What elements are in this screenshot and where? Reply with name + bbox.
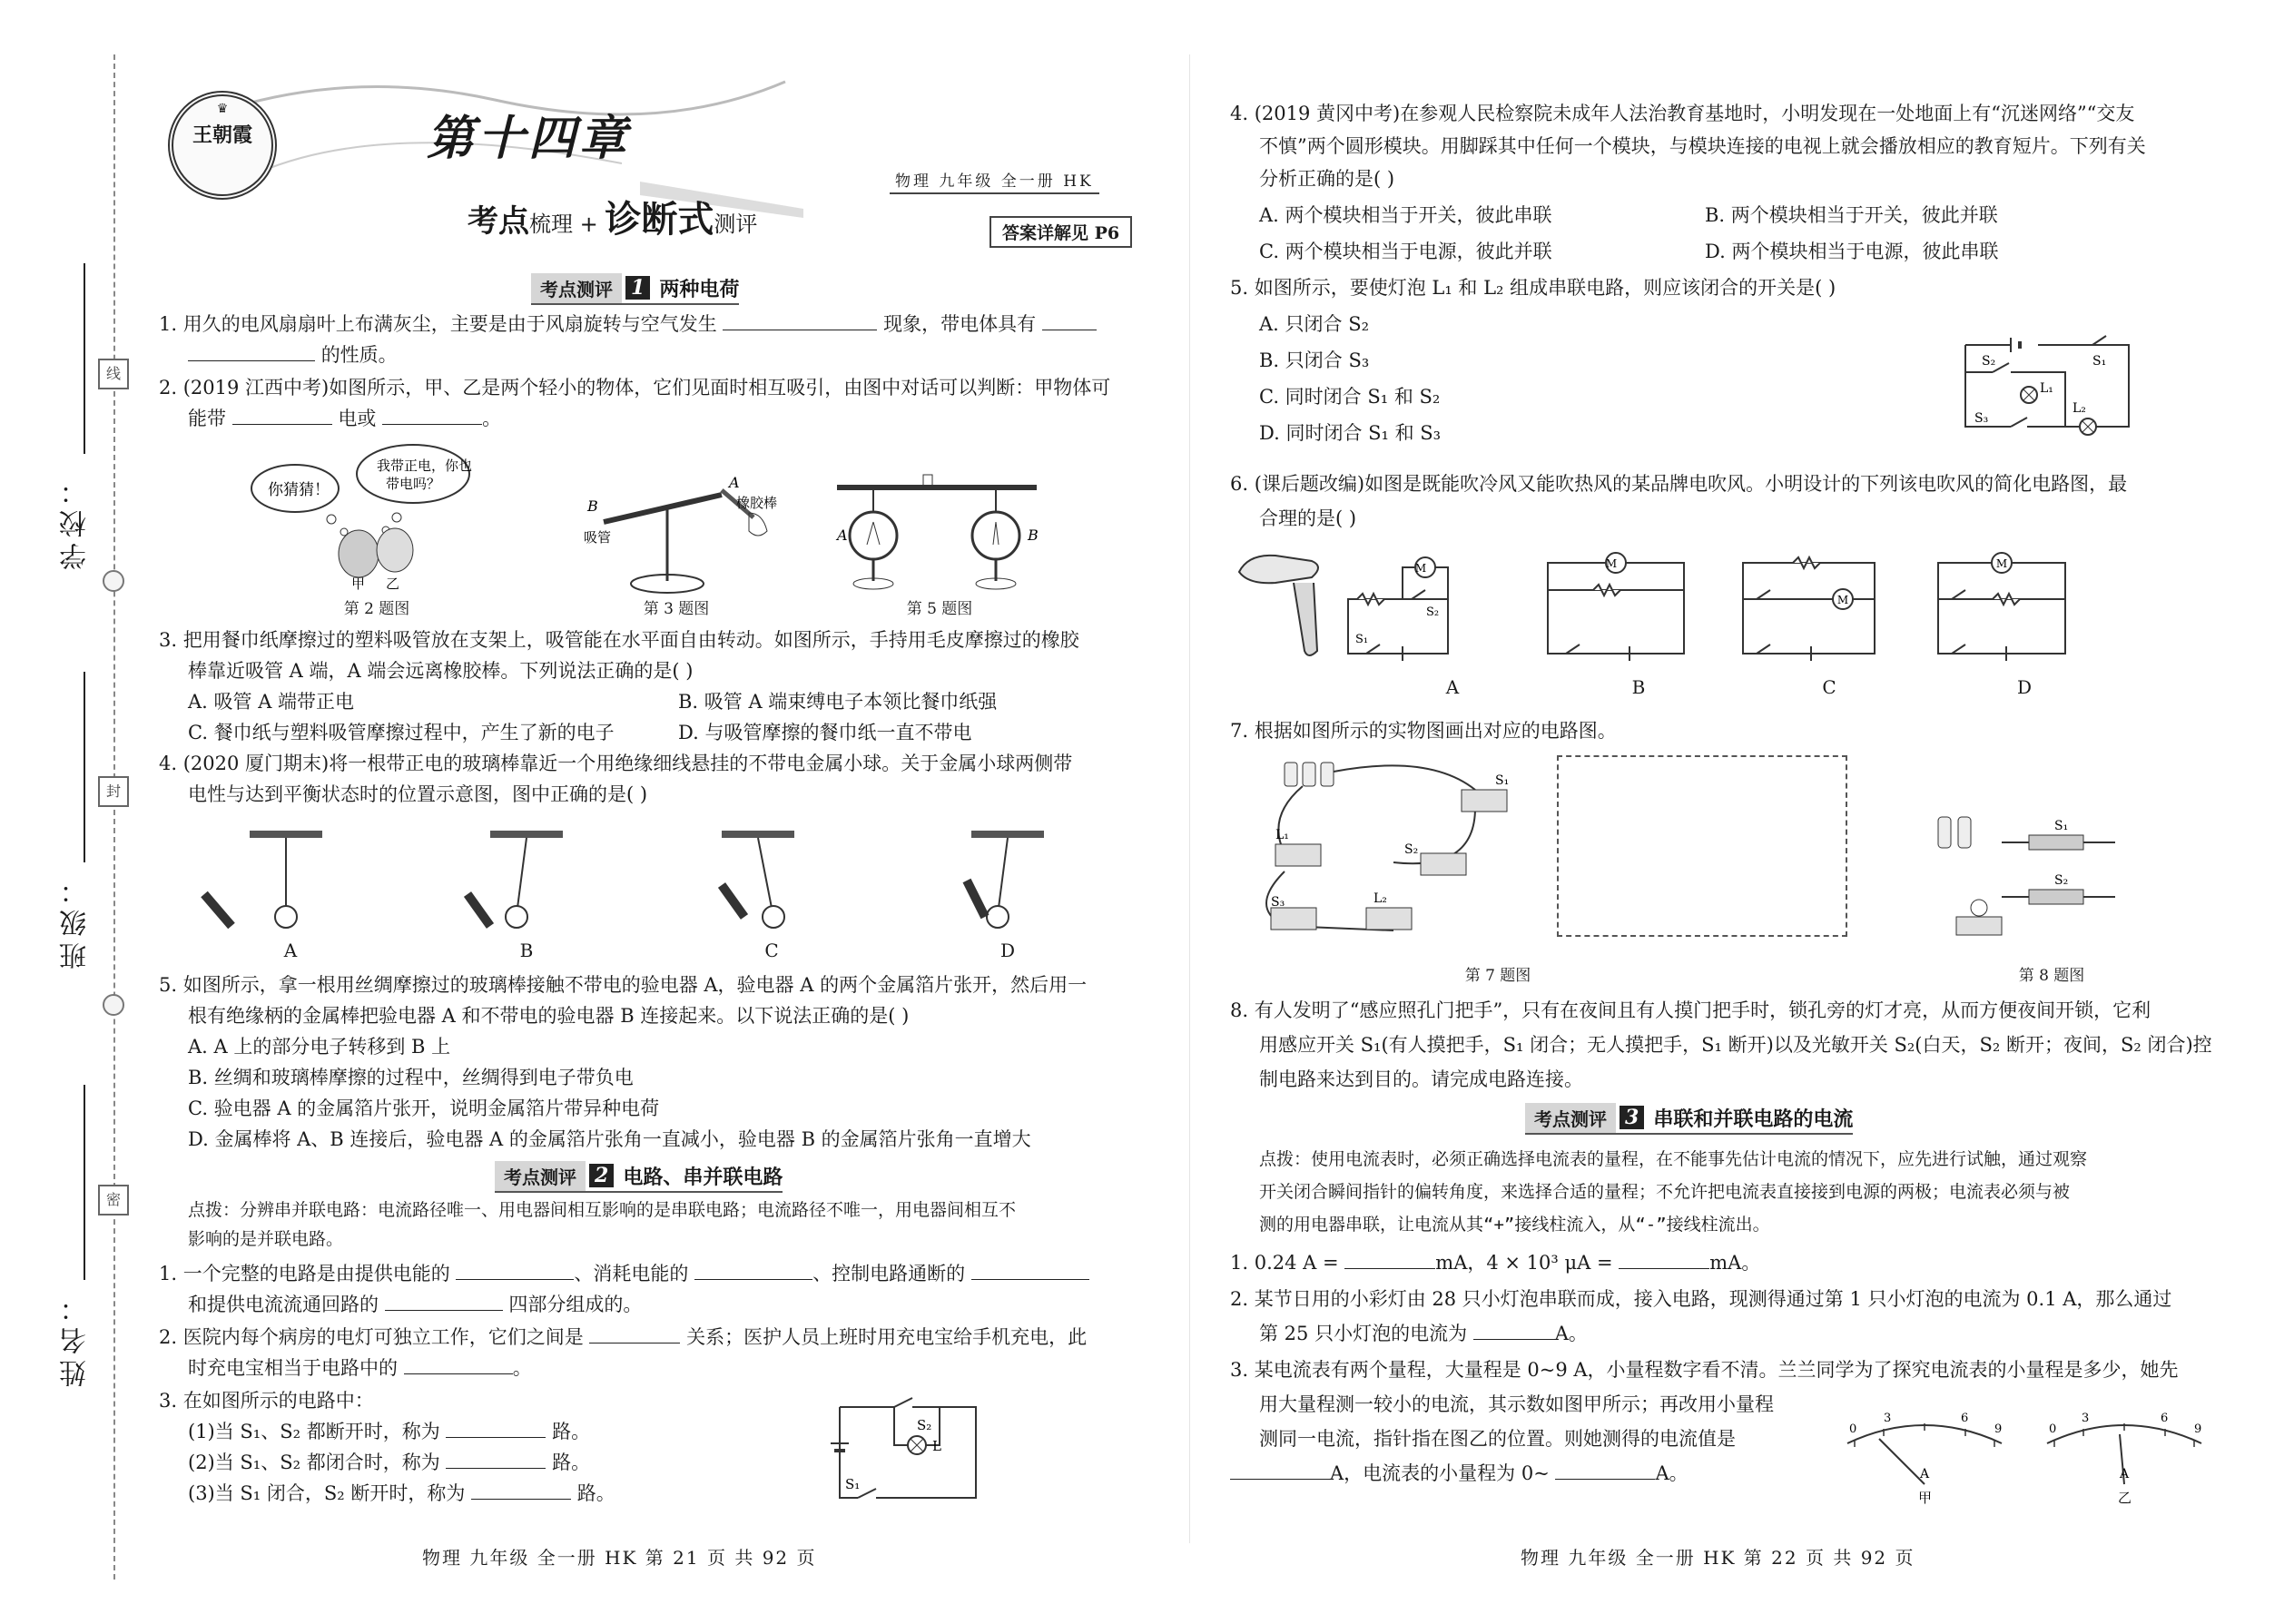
r-q4-line3: 分析正确的是( ) [1259, 168, 1395, 190]
q5-option-b[interactable]: B. 丝绸和玻璃棒摩擦的过程中，丝绸得到电子带负电 [188, 1067, 634, 1088]
s2-q3-part1: (1)当 S₁、S₂ 都断开时，称为 路。 [159, 1418, 590, 1445]
fig2-label-yi: 乙 [386, 576, 400, 592]
r-q4-option-c[interactable]: C. 两个模块相当于电源，彼此并联 [1259, 241, 1552, 262]
s3-q3-line2: 用大量程测一较小的电流，其示数如图甲所示；再改用小量程 [1259, 1393, 1774, 1415]
s3-q3-line4: A，电流表的小量程为 0~ A。 [1230, 1460, 1689, 1487]
q5-option-c[interactable]: C. 验电器 A 的金属箔片张开，说明金属箔片带异种电荷 [188, 1097, 660, 1119]
q1-line2: 的性质。 [159, 341, 398, 369]
ammeter-dials [1838, 1398, 2229, 1507]
r-q5-option-d[interactable]: D. 同时闭合 S₁ 和 S₃ [1259, 422, 1442, 444]
s2-q2-line2: 时充电宝相当于电路中的 。 [159, 1354, 532, 1382]
dial-yi-0: 0 [2049, 1422, 2057, 1436]
punch-hole [103, 994, 124, 1016]
fig3-label-rod: 橡胶棒 [736, 495, 778, 511]
q5-option-d[interactable]: D. 金属棒将 A、B 连接后，验电器 A 的金属箔片张角一直减小，验电器 B 的金属箔片张角一直增大 [188, 1128, 1031, 1150]
fig2-bubble-text-2a: 我带正电，你也 [377, 458, 473, 474]
page-divider [1189, 54, 1190, 1543]
figure-2-caption: 第 2 题图 [343, 600, 410, 618]
q6-label-a[interactable]: A [1445, 676, 1460, 698]
right-page-footer: 物理 九年级 全一册 HK 第 22 页 共 92 页 [1521, 1547, 1915, 1569]
q6-a-s2-label: S₂ [1426, 605, 1440, 619]
r-q6-figures [1230, 545, 2247, 681]
fig2-bubble-text-2b: 带电吗？ [386, 476, 441, 492]
r-q4-line2: 不慎”两个圆形模块。用脚踩其中任何一个模块，与模块连接的电视上就会播放相应的教育短片。下列有关 [1259, 135, 2146, 157]
q5-option-a[interactable]: A. A 上的部分电子转移到 B 上 [188, 1036, 451, 1058]
q7-label-l1: L₁ [1275, 828, 1289, 842]
seal-tag-line: 线 [98, 359, 129, 389]
s2-q2-blank-2[interactable] [404, 1354, 513, 1374]
s3-q3-blank-1[interactable] [1230, 1460, 1330, 1480]
name-label: 姓名： [60, 1289, 92, 1387]
r-q7-stem: 7. 根据如图所示的实物图画出对应的电路图。 [1230, 720, 1617, 742]
binding-sidebar [0, 0, 136, 1624]
r-q4-line1: 4. (2019 黄冈中考)在参观人民检察院未成年人法治教育基地时，小明发现在一处地面上有“沉迷网络”“交友 [1230, 103, 2135, 124]
q3-line2: 棒靠近吸管 A 端，A 端会远离橡胶棒。下列说法正确的是( ) [188, 660, 694, 682]
s3-q3-blank-2[interactable] [1555, 1460, 1655, 1480]
answer-reference: 答案详解见 P6 [989, 216, 1132, 248]
q6-label-d[interactable]: D [2016, 676, 2033, 698]
r-q5-circuit [1956, 327, 2138, 445]
s2-q3-part2: (2)当 S₁、S₂ 都闭合时，称为 路。 [159, 1449, 590, 1476]
class-label: 班级： [60, 871, 92, 969]
figure-3-caption: 第 3 题图 [643, 600, 710, 618]
left-page [150, 0, 1162, 1624]
q3-option-b[interactable]: B. 吸管 A 端束缚电子本领比餐巾纸强 [678, 691, 998, 713]
r-q5-option-b[interactable]: B. 只闭合 S₃ [1259, 349, 1370, 371]
q6-b-motor-label: M [1605, 557, 1618, 570]
q3-option-d[interactable]: D. 与吸管摩擦的餐巾纸一直不带电 [678, 722, 972, 743]
s2-q3-part3: (3)当 S₁ 闭合，S₂ 断开时，称为 路。 [159, 1480, 615, 1507]
q4-label-a[interactable]: A [283, 940, 298, 961]
dial-jia-9: 9 [1994, 1422, 2003, 1436]
q4-option-b-figure [468, 831, 563, 928]
r-q6-line2: 合理的是( ) [1259, 507, 1357, 529]
q5-line1: 5. 如图所示，拿一根用丝绸摩擦过的玻璃棒接触不带电的验电器 A，验电器 A 的两个金属箔片张开，然后用一 [159, 974, 1088, 996]
dial-jia-caption: 甲 [1918, 1490, 1933, 1506]
hair-dryer-illustration [1239, 556, 1318, 655]
seal-tag-secret: 密 [98, 1185, 129, 1216]
q3-option-a[interactable]: A. 吸管 A 端带正电 [188, 691, 355, 713]
tip-3-line1: 点拨：使用电流表时，必须正确选择电流表的量程，在不能事先估计电流的情况下，应先进行试触，通过观察 [1259, 1149, 2088, 1169]
r-q5-label-l1: L₁ [2040, 381, 2053, 396]
q4-option-a-figure [204, 831, 322, 928]
q7-answer-box[interactable] [1557, 755, 1847, 937]
tip-3-line3: 测的用电器串联，让电流从其“+”接线柱流入，从“-”接线柱流出。 [1259, 1215, 1770, 1235]
s2-q1-line1: 1. 一个完整的电路是由提供电能的 、消耗电能的 、控制电路通断的 [159, 1260, 1089, 1287]
q6-circuit-c [1743, 557, 1875, 661]
dial-yi-unit: A [2120, 1467, 2130, 1481]
q4-option-c-figure [722, 831, 794, 928]
q8-label-s2: S₂ [2054, 873, 2069, 888]
fig5-label-a: A [837, 527, 848, 544]
r-q7-physical-diagram [1248, 753, 1521, 944]
q2-blank-1[interactable] [232, 405, 332, 425]
r-q4-option-d[interactable]: D. 两个模块相当于电源，彼此串联 [1705, 241, 1999, 262]
q6-a-s1-label: S₁ [1355, 633, 1369, 646]
q6-label-b[interactable]: B [1631, 676, 1646, 698]
s2-q2-line1: 2. 医院内每个病房的电灯可独立工作，它们之间是 关系；医护人员上班时用充电宝给手机充电，此 [159, 1324, 1087, 1351]
q6-d-motor-label: M [1995, 557, 2008, 570]
q3-option-c[interactable]: C. 餐巾纸与塑料吸管摩擦过程中，产生了新的电子 [188, 722, 615, 743]
r-q6-line1: 6. (课后题改编)如图是既能吹冷风又能吹热风的某品牌电吹风。小明设计的下列该电吹风的简化电路图，最 [1230, 473, 2128, 495]
q6-label-c[interactable]: C [1822, 676, 1836, 698]
q4-label-b[interactable]: B [519, 940, 534, 961]
q2-blank-2[interactable] [382, 405, 482, 425]
punch-hole [103, 570, 124, 592]
circuit-label-l: L [932, 1438, 941, 1454]
section-header-2: 考点测评 2 电路、串并联电路 [495, 1160, 783, 1191]
q6-a-motor-label: M [1414, 562, 1427, 575]
r-q8-line3: 制电路来达到目的。请完成电路连接。 [1259, 1068, 1583, 1090]
q3-line1: 3. 把用餐巾纸摩擦过的塑料吸管放在支架上，吸管能在水平面自由转动。如图所示，手持用毛皮摩擦过的橡胶 [159, 629, 1079, 651]
dial-jia-6: 6 [1961, 1412, 1969, 1425]
r-q5-label-s2: S₂ [1982, 354, 1996, 369]
fig3-label-a: A [729, 474, 740, 491]
fig2-bubble-text-1: 你猜猜！ [268, 481, 330, 499]
s3-q2-line2: 第 25 只小灯泡的电流为 A。 [1230, 1320, 1588, 1347]
q4-line2: 电性与达到平衡状态时的位置示意图，图中正确的是( ) [188, 783, 648, 805]
binding-dashed-line [113, 54, 115, 1580]
chapter-title: 第十四章 [427, 112, 631, 166]
fig3-label-straw: 吸管 [584, 529, 612, 546]
fig2-label-jia: 甲 [351, 576, 366, 592]
figure-8-caption: 第 8 题图 [2018, 967, 2085, 985]
q5-line2: 根有绝缘柄的金属棒把验电器 A 和不带电的验电器 B 连接起来。以下说法正确的是( ) [188, 1005, 910, 1027]
dial-yi-caption: 乙 [2118, 1490, 2132, 1506]
figure-2-illustration [250, 445, 473, 592]
dial-yi-6: 6 [2161, 1412, 2169, 1425]
fig5-label-b: B [1028, 527, 1039, 544]
dial-yi-9: 9 [2194, 1422, 2202, 1436]
figure-5-caption: 第 5 题图 [906, 600, 973, 618]
q4-line1: 4. (2020 厦门期末)将一根带正电的玻璃棒靠近一个用绝缘细线悬挂的不带电金属小球。关于金属小球两侧带 [159, 753, 1073, 774]
q1-blank-2[interactable] [1042, 310, 1097, 330]
dial-yi-3: 3 [2082, 1412, 2090, 1425]
dial-jia-0: 0 [1849, 1422, 1857, 1436]
r-q5-stem: 5. 如图所示，要使灯泡 L₁ 和 L₂ 组成串联电路，则应该闭合的开关是( ) [1230, 277, 1836, 299]
s2-q1-blank-3[interactable] [971, 1260, 1089, 1280]
q1-blank-2b[interactable] [188, 341, 315, 361]
section-header-3: 考点测评 3 串联和并联电路的电流 [1525, 1102, 1853, 1133]
q7-label-s2: S₂ [1404, 842, 1419, 857]
section-header-1: 考点测评 1 两种电荷 [531, 272, 739, 303]
s3-q1-blank-2[interactable] [1619, 1249, 1709, 1269]
fig3-label-b: B [587, 497, 598, 515]
q7-label-s1: S₁ [1495, 773, 1510, 788]
s2-q3-blank-1[interactable] [446, 1418, 546, 1438]
right-page [1230, 0, 2256, 1624]
section-subtitle: 考点梳理 + 诊断式测评 [468, 199, 758, 241]
s2-q2-blank-1[interactable] [589, 1324, 680, 1343]
r-q4-option-b[interactable]: B. 两个模块相当于开关，彼此并联 [1705, 204, 1998, 226]
tip-2-line1: 点拨：分辨串并联电路：电流路径唯一、用电器间相互影响的是串联电路；电流路径不唯一，用电器间相互不 [188, 1200, 1017, 1220]
book-meta: 物理 九年级 全一册 HK [890, 168, 1099, 194]
s2-q3-circuit [822, 1389, 1003, 1516]
r-q5-label-s3: S₃ [1974, 411, 1989, 426]
circuit-label-s1: S₁ [845, 1476, 861, 1492]
name-write-line [84, 1085, 85, 1280]
r-q5-option-c[interactable]: C. 同时闭合 S₁ 和 S₂ [1259, 386, 1441, 408]
dial-jia-3: 3 [1884, 1412, 1892, 1425]
r-q4-option-a[interactable]: A. 两个模块相当于开关，彼此串联 [1259, 204, 1552, 226]
q6-c-motor-label: M [1836, 594, 1849, 606]
s2-q1-blank-1[interactable] [456, 1260, 574, 1280]
class-write-line [84, 672, 85, 862]
s3-q1: 1. 0.24 A = mA，4 × 10³ μA = mA。 [1230, 1249, 1760, 1276]
q4-label-c[interactable]: C [764, 940, 779, 961]
r-q8-line1: 8. 有人发明了“感应照孔门把手”，只有在夜间且有人摸门把手时，锁孔旁的灯才亮，从而方便夜间开锁，它利 [1230, 999, 2151, 1021]
q4-option-d-figure [967, 831, 1044, 928]
q2-line1: 2. (2019 江西中考)如图所示，甲、乙是两个轻小的物体，它们见面时相互吸引，由图中对话可以判断：甲物体可 [159, 377, 1111, 399]
s3-q2-blank[interactable] [1473, 1320, 1555, 1340]
s2-q3-blank-3[interactable] [471, 1480, 571, 1500]
s3-q2-line1: 2. 某节日用的小彩灯由 28 只小灯泡串联而成，接入电路，现测得通过第 1 只小灯泡的电流为 0.1 A，那么通过 [1230, 1288, 2172, 1310]
s2-q1-blank-2[interactable] [694, 1260, 812, 1280]
q7-label-s3: S₃ [1271, 895, 1285, 910]
s3-q3-line1: 3. 某电流表有两个量程，大量程是 0~9 A，小量程数字看不清。兰兰同学为了探究电流表的小量程是多少，她先 [1230, 1359, 2179, 1381]
school-label: 学校： [60, 472, 92, 570]
figure-7-caption: 第 7 题图 [1464, 967, 1531, 985]
figure-5-illustration [832, 468, 1050, 604]
s2-q1-blank-4[interactable] [385, 1291, 503, 1311]
q2-line2: 能带 电或 。 [159, 405, 501, 432]
seal-tag-seal: 封 [98, 776, 129, 807]
q4-label-d[interactable]: D [999, 940, 1016, 961]
s2-q3-blank-2[interactable] [446, 1449, 546, 1469]
q1-blank-1[interactable] [723, 310, 877, 330]
dial-jia-unit: A [1920, 1467, 1930, 1481]
s2-q3-stem: 3. 在如图所示的电路中： [159, 1390, 374, 1412]
tip-2-line2: 影响的是并联电路。 [188, 1229, 344, 1249]
s3-q3-line3: 测同一电流，指针指在图乙的位置。则她测得的电流值是 [1259, 1428, 1736, 1450]
r-q8-line2: 用感应开关 S₁(有人摸把手，S₁ 闭合；无人摸把手，S₁ 断开)以及光敏开关 S₂(白天，S₂ 断开；夜间，S₂ 闭合)控 [1259, 1034, 2212, 1056]
q8-label-s1: S₁ [2054, 819, 2069, 833]
left-page-footer: 物理 九年级 全一册 HK 第 21 页 共 92 页 [422, 1547, 817, 1569]
figure-3-illustration [567, 468, 785, 604]
q1-line1: 1. 用久的电风扇扇叶上布满灰尘，主要是由于风扇旋转与空气发生 现象，带电体具有 [159, 310, 1097, 338]
r-q8-components [1929, 781, 2165, 962]
r-q5-label-s1: S₁ [2092, 354, 2107, 369]
tip-3-line2: 开关闭合瞬间指针的偏转角度，来选择合适的量程；不允许把电流表直接接到电源的两极；电流表必须与被 [1259, 1182, 2071, 1202]
ammeter-yi [2047, 1412, 2201, 1506]
s3-q1-blank-1[interactable] [1344, 1249, 1435, 1269]
r-q5-label-l2: L₂ [2072, 401, 2086, 416]
s2-q1-line2: 和提供电流流通回路的 四部分组成的。 [159, 1291, 642, 1318]
r-q5-option-a[interactable]: A. 只闭合 S₂ [1259, 313, 1369, 335]
publisher-logo: ♛ 王朝霞 [168, 91, 277, 200]
q7-label-l2: L₂ [1373, 891, 1387, 906]
school-write-line [84, 263, 85, 454]
circuit-label-s2: S₂ [917, 1417, 932, 1433]
ammeter-jia [1847, 1412, 2002, 1506]
